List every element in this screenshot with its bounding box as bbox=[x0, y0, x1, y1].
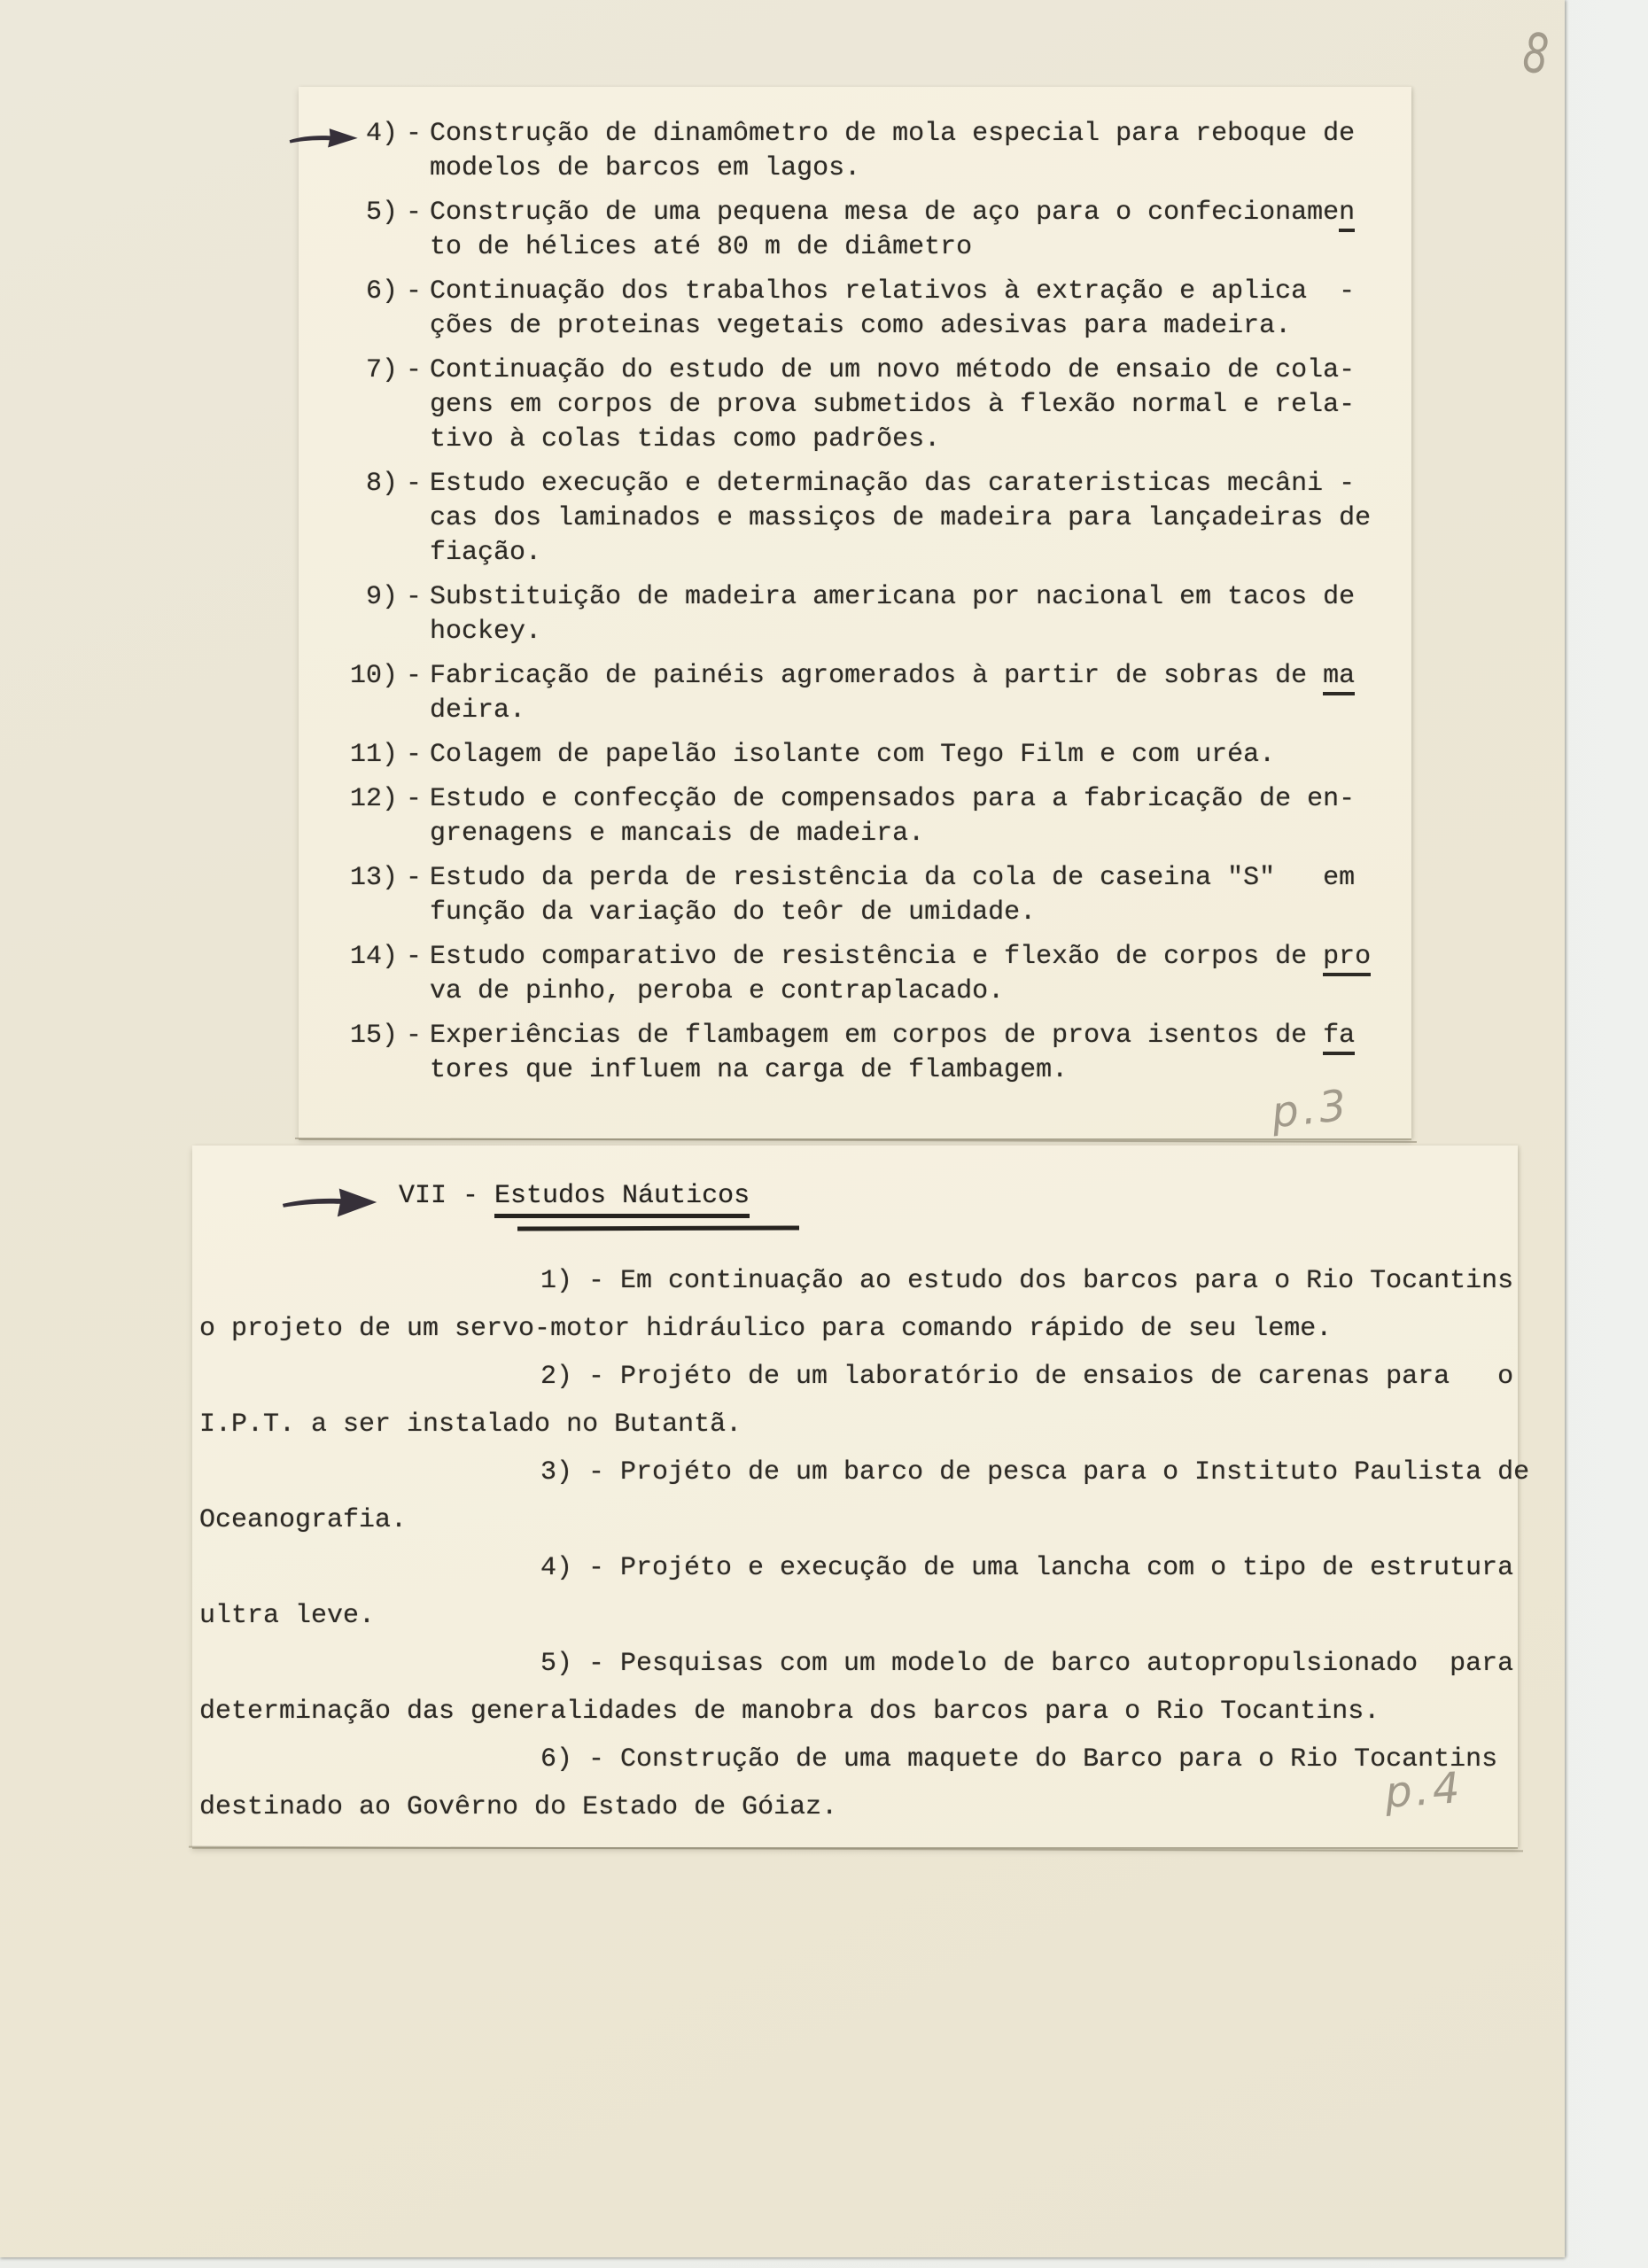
pasted-sheet-1 bbox=[299, 87, 1411, 1138]
text-line: 2) - Projéto de um laboratório de ensaios de carenas para o bbox=[540, 1362, 1514, 1392]
list-item bbox=[299, 659, 1406, 728]
line-text: va de pinho, peroba e contraplacado. bbox=[430, 976, 1005, 1006]
text-line bbox=[430, 940, 1406, 975]
paragraph bbox=[199, 1736, 1535, 1831]
item-lines bbox=[430, 782, 1406, 851]
text-line bbox=[430, 659, 1406, 694]
text-line: I.P.T. a ser instalado no Butantã. bbox=[199, 1410, 742, 1440]
text-line bbox=[430, 467, 1406, 501]
line-text: Continuação do estudo de um novo método de ensaio de cola- bbox=[430, 355, 1356, 385]
line-text: deira. bbox=[430, 695, 526, 726]
item-number: 13) bbox=[349, 863, 398, 893]
sheet2-paragraphs bbox=[199, 1257, 1535, 1831]
item-lines bbox=[430, 940, 1406, 1009]
text-line: 4) - Projéto e execução de uma lancha com o tipo de estrutura bbox=[540, 1553, 1514, 1583]
item-number: 11) bbox=[349, 740, 398, 770]
handwritten-page-number: 8 bbox=[1520, 19, 1551, 88]
text-line: ultra leve. bbox=[199, 1601, 376, 1631]
list-item bbox=[299, 117, 1406, 186]
item-number: 14) bbox=[349, 942, 398, 972]
item-dash: - bbox=[405, 1021, 422, 1051]
line-text: Substituição de madeira americana por nacional em tacos de bbox=[430, 582, 1356, 612]
line-text: tivo à colas tidas como padrões. bbox=[430, 424, 941, 454]
text-line bbox=[430, 738, 1406, 773]
line-text: Estudo e confecção de compensados para a fabricação de en- bbox=[430, 784, 1356, 814]
item-dash: - bbox=[405, 661, 422, 691]
text-line bbox=[430, 615, 1406, 649]
text-line bbox=[430, 580, 1406, 615]
list-item bbox=[299, 782, 1406, 851]
text-line: destinado ao Govêrno do Estado de Góiaz. bbox=[199, 1792, 838, 1822]
line-text: gens em corpos de prova submetidos à flexão normal e rela- bbox=[430, 390, 1356, 420]
item-number: 4) bbox=[365, 119, 398, 149]
line-text: cas dos laminados e massiços de madeira para lançadeiras de bbox=[430, 503, 1372, 533]
sheet1-item-list bbox=[299, 117, 1406, 1098]
item-number: 8) bbox=[365, 469, 398, 499]
line-text: fiação. bbox=[430, 538, 542, 568]
item-dash: - bbox=[405, 469, 422, 499]
item-lines bbox=[430, 467, 1406, 571]
line-text: Estudo execução e determinação das carateristicas mecâni - bbox=[430, 469, 1356, 499]
line-text: grenagens e mancais de madeira. bbox=[430, 819, 925, 849]
item-lines bbox=[430, 580, 1406, 649]
text-line bbox=[430, 117, 1406, 151]
item-dash: - bbox=[405, 355, 422, 385]
list-item bbox=[299, 1019, 1406, 1088]
item-lines bbox=[430, 659, 1406, 728]
text-line: 5) - Pesquisas com um modelo de barco autopropulsionado para bbox=[540, 1649, 1514, 1679]
underlined-syllable: n bbox=[1339, 198, 1355, 232]
text-line bbox=[430, 975, 1406, 1009]
text-line: 1) - Em continuação ao estudo dos barcos para o Rio Tocantins bbox=[540, 1266, 1514, 1296]
item-number: 12) bbox=[349, 784, 398, 814]
item-lines bbox=[430, 861, 1406, 930]
line-text: Estudo da perda de resistência da cola de caseina "S" em bbox=[430, 863, 1356, 893]
item-dash: - bbox=[405, 198, 422, 228]
text-line: o projeto de um servo-motor hidráulico para comando rápido de seu leme. bbox=[199, 1314, 1333, 1344]
line-text: função da variação do teôr de umidade. bbox=[430, 897, 1037, 928]
section-heading bbox=[399, 1181, 750, 1218]
text-line: 6) - Construção de uma maquete do Barco para o Rio Tocantins bbox=[540, 1744, 1498, 1775]
underlined-syllable: ma bbox=[1323, 661, 1355, 695]
item-dash: - bbox=[405, 276, 422, 307]
paragraph bbox=[199, 1257, 1535, 1353]
section-title: Estudos Náuticos bbox=[494, 1181, 750, 1218]
item-number: 15) bbox=[349, 1021, 398, 1051]
list-item bbox=[299, 353, 1406, 457]
handwritten-page-note: p.4 bbox=[1383, 1762, 1465, 1819]
list-item bbox=[299, 196, 1406, 265]
text-line: 3) - Projéto de um barco de pesca para o Instituto Paulista de bbox=[540, 1457, 1530, 1487]
text-line: Oceanografia. bbox=[199, 1505, 408, 1535]
text-line: determinação das generalidades de manobra dos barcos para o Rio Tocantins. bbox=[199, 1697, 1380, 1727]
text-line bbox=[430, 230, 1406, 265]
line-text: Experiências de flambagem em corpos de prova isentos de bbox=[430, 1021, 1324, 1051]
annotation-arrow-icon bbox=[281, 1181, 384, 1222]
item-lines bbox=[430, 117, 1406, 186]
item-lines bbox=[430, 353, 1406, 457]
item-dash: - bbox=[405, 942, 422, 972]
underlined-syllable: pro bbox=[1323, 942, 1371, 976]
text-line bbox=[430, 896, 1406, 930]
item-number: 9) bbox=[365, 582, 398, 612]
text-line bbox=[430, 309, 1406, 344]
item-lines bbox=[430, 738, 1406, 773]
text-line bbox=[430, 423, 1406, 457]
line-text: Colagem de papelão isolante com Tego Film e com uréa. bbox=[430, 740, 1276, 770]
text-line bbox=[430, 196, 1406, 230]
pasted-sheet-2 bbox=[192, 1146, 1530, 1847]
list-item bbox=[299, 275, 1406, 344]
section-number: VII bbox=[399, 1181, 447, 1211]
line-text: Fabricação de painéis agromerados à partir de sobras de bbox=[430, 661, 1324, 691]
underlined-syllable: fa bbox=[1323, 1021, 1355, 1055]
item-number: 10) bbox=[349, 661, 398, 691]
text-line bbox=[430, 782, 1406, 817]
paragraph bbox=[199, 1640, 1535, 1736]
text-line bbox=[430, 388, 1406, 423]
text-line bbox=[430, 861, 1406, 896]
item-lines bbox=[430, 275, 1406, 344]
line-text: Construção de dinamômetro de mola especial para reboque de bbox=[430, 119, 1356, 149]
item-dash: - bbox=[405, 119, 422, 149]
line-text: hockey. bbox=[430, 617, 542, 647]
paragraph bbox=[199, 1353, 1535, 1449]
item-dash: - bbox=[405, 740, 422, 770]
item-number: 5) bbox=[365, 198, 398, 228]
paragraph bbox=[199, 1449, 1535, 1544]
list-item bbox=[299, 738, 1406, 773]
list-item bbox=[299, 861, 1406, 930]
line-text: modelos de barcos em lagos. bbox=[430, 153, 861, 183]
line-text: tores que influem na carga de flambagem. bbox=[430, 1055, 1069, 1085]
text-line bbox=[430, 1053, 1406, 1088]
item-dash: - bbox=[405, 784, 422, 814]
item-lines bbox=[430, 196, 1406, 265]
line-text: Continuação dos trabalhos relativos à extração e aplica - bbox=[430, 276, 1356, 307]
item-dash: - bbox=[405, 863, 422, 893]
text-line bbox=[430, 275, 1406, 309]
list-item bbox=[299, 580, 1406, 649]
line-text: to de hélices até 80 m de diâmetro bbox=[430, 232, 973, 262]
item-number: 6) bbox=[365, 276, 398, 307]
text-line bbox=[430, 536, 1406, 571]
text-line bbox=[430, 694, 1406, 728]
text-line bbox=[430, 353, 1406, 388]
line-text: Construção de uma pequena mesa de aço para o confecioname bbox=[430, 198, 1340, 228]
text-line bbox=[430, 151, 1406, 186]
text-line bbox=[430, 501, 1406, 536]
item-dash: - bbox=[405, 582, 422, 612]
handwritten-page-note: p.3 bbox=[1269, 1080, 1352, 1138]
text-line bbox=[430, 1019, 1406, 1053]
list-item bbox=[299, 940, 1406, 1009]
line-text: Estudo comparativo de resistência e flexão de corpos de bbox=[430, 942, 1324, 972]
heading-separator: - bbox=[447, 1181, 495, 1211]
item-lines bbox=[430, 1019, 1406, 1088]
line-text: ções de proteinas vegetais como adesivas para madeira. bbox=[430, 311, 1292, 341]
text-line bbox=[430, 817, 1406, 851]
list-item bbox=[299, 467, 1406, 571]
item-number: 7) bbox=[365, 355, 398, 385]
paragraph bbox=[199, 1544, 1535, 1640]
